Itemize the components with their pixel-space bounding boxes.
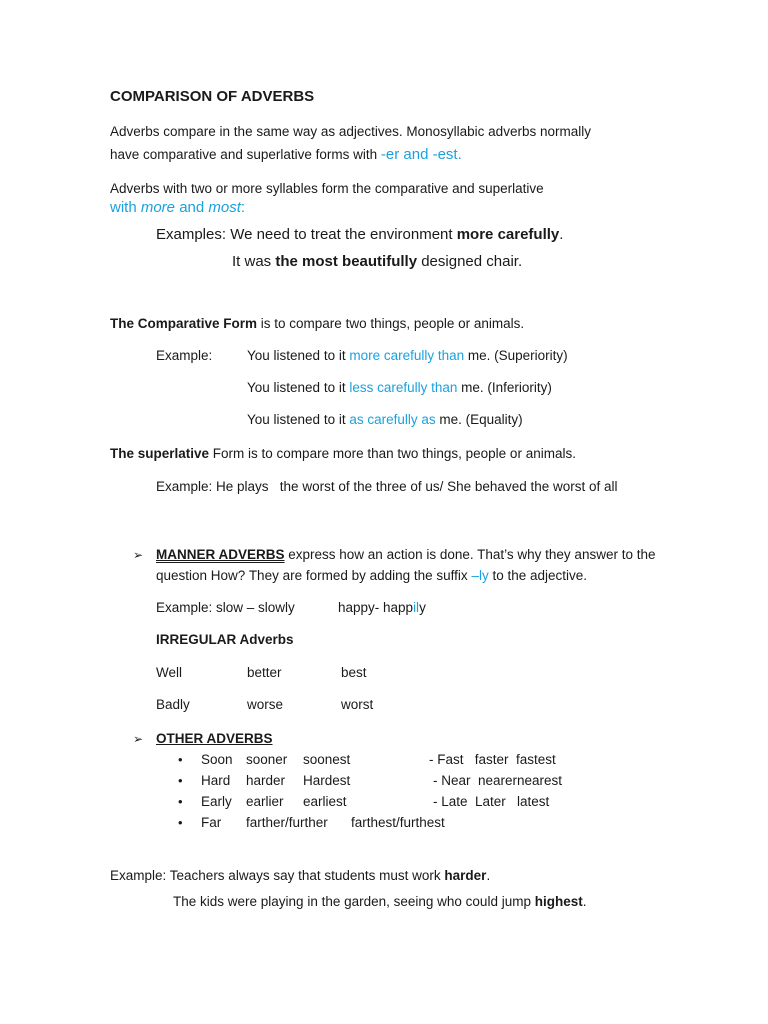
multi-line-2: with more and most: xyxy=(110,199,246,216)
superlative-example: Example: He plays the worst of the three of us/ She behaved the worst of all xyxy=(156,479,618,494)
intro-line-1: Adverbs compare in the same way as adjectives. Monosyllabic adverbs normally xyxy=(110,124,591,139)
list-item-word: Soon xyxy=(201,752,233,767)
page-title: COMPARISON OF ADVERBS xyxy=(110,88,315,105)
list-item-superlative: soonest xyxy=(303,752,351,767)
bullet-icon: • xyxy=(178,794,183,809)
list-item-comparative: earlier xyxy=(246,794,284,809)
bullet-icon: • xyxy=(178,815,183,830)
manner-example-slow: Example: slow – slowly xyxy=(156,600,295,615)
list-item-superlative: farthest/furthest xyxy=(351,815,445,830)
manner-line-1: MANNER ADVERBS express how an action is done. That’s why they answer to the xyxy=(156,547,656,562)
list-item-superlative: Hardest xyxy=(303,773,351,788)
example-chair: It was the most beautifully designed chair. xyxy=(232,253,523,270)
comparative-row-superiority: You listened to it more carefully than me. (Superiority) xyxy=(247,348,568,363)
comparative-row-inferiority: You listened to it less carefully than me. (Inferiority) xyxy=(247,380,552,395)
list-item-extra: - Fast faster fastest xyxy=(429,752,556,767)
arrow-bullet-icon: ➢ xyxy=(133,732,144,746)
superlative-heading: The superlative Form is to compare more than two things, people or animals. xyxy=(110,446,576,461)
irregular-superlative: worst xyxy=(341,697,374,712)
manner-example-happy: happy- happily xyxy=(338,600,426,615)
bullet-icon: • xyxy=(178,773,183,788)
final-example-harder: Example: Teachers always say that students must work harder. xyxy=(110,868,491,883)
list-item-word: Hard xyxy=(201,773,231,788)
list-item-superlative: earliest xyxy=(303,794,347,809)
list-item-word: Far xyxy=(201,815,222,830)
other-adverbs-heading: OTHER ADVERBS xyxy=(156,731,273,746)
comparative-row-equality: You listened to it as carefully as me. (Equality) xyxy=(247,412,523,427)
comparative-heading: The Comparative Form is to compare two things, people or animals. xyxy=(110,316,525,331)
irregular-comparative: worse xyxy=(247,697,284,712)
bullet-icon: • xyxy=(178,752,183,767)
irregular-base: Well xyxy=(156,665,183,680)
list-item-word: Early xyxy=(201,794,232,809)
final-example-highest: The kids were playing in the garden, seeing who could jump highest. xyxy=(173,894,587,909)
list-item-extra: - Near nearernearest xyxy=(433,773,563,788)
list-item-comparative: farther/further xyxy=(246,815,328,830)
list-item-comparative: harder xyxy=(246,773,286,788)
irregular-heading: IRREGULAR Adverbs xyxy=(156,632,294,647)
example-environment: Examples: We need to treat the environment more carefully. xyxy=(156,226,564,243)
list-item-extra: - Late Later latest xyxy=(433,794,550,809)
irregular-comparative: better xyxy=(247,665,282,680)
irregular-base: Badly xyxy=(156,697,190,712)
manner-line-2: question How? They are formed by adding the suffix –ly to the adjective. xyxy=(156,568,588,583)
list-item-comparative: sooner xyxy=(246,752,288,767)
comparative-example-label: Example: xyxy=(156,348,213,363)
arrow-bullet-icon: ➢ xyxy=(133,548,144,562)
intro-line-2: have comparative and superlative forms with -er and -est. xyxy=(110,146,462,163)
irregular-superlative: best xyxy=(341,665,367,680)
multi-line-1: Adverbs with two or more syllables form the comparative and superlative xyxy=(110,181,544,196)
